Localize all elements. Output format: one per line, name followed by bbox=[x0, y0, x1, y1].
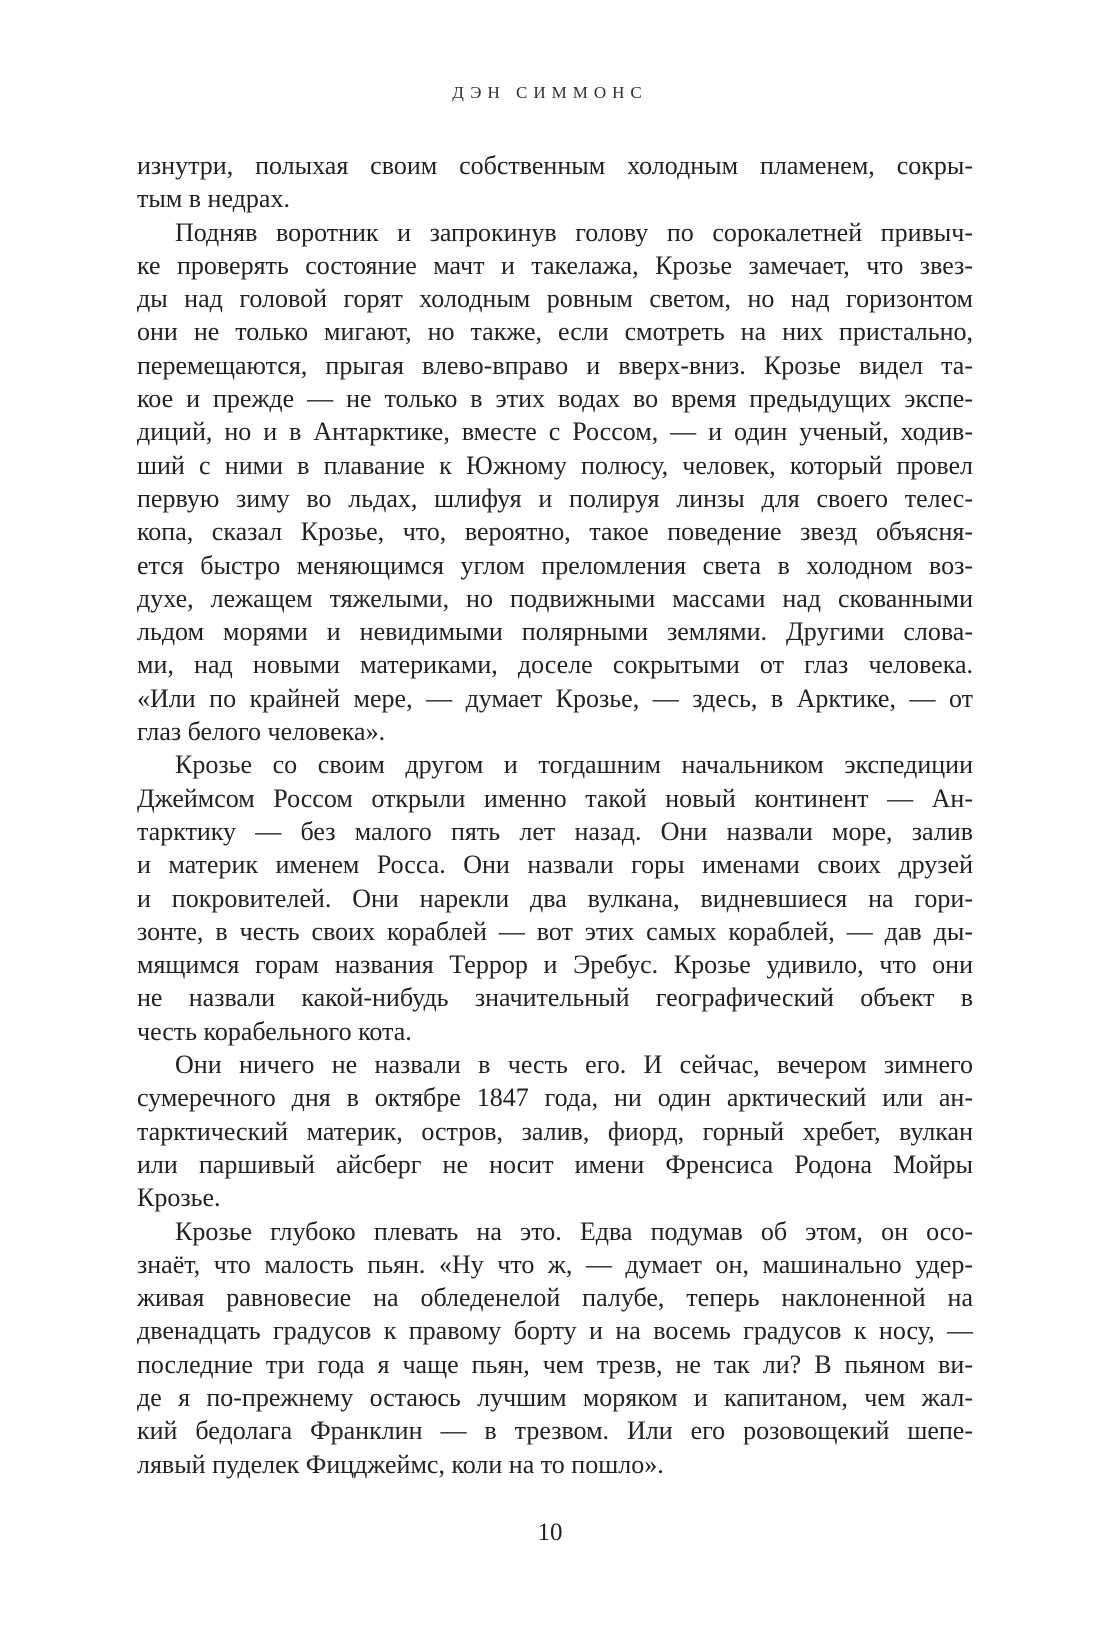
text-line: копа, сказал Крозье, что, вероятно, такое поведение звезд объясня- bbox=[137, 517, 973, 547]
text-line: тарктику — без малого пять лет назад. Они назвали море, залив bbox=[137, 816, 973, 846]
text-line: и покровителей. Они нарекли два вулкана, видневшиеся на гори- bbox=[137, 883, 973, 913]
text-line: духе, лежащем тяжелыми, но подвижными массами над скованными bbox=[137, 583, 973, 613]
text-line: Крозье глубоко плевать на это. Едва подумав об этом, он осо- bbox=[175, 1216, 973, 1246]
text-line: и материк именем Росса. Они назвали горы именами своих друзей bbox=[137, 850, 973, 880]
text-line: Подняв воротник и запрокинув голову по сорокалетней привыч- bbox=[175, 217, 973, 247]
text-line: мящимся горам названия Террор и Эребус. Крозье удивило, что они bbox=[137, 950, 973, 980]
text-line: «Или по крайней мере, — думает Крозье, — здесь, в Арктике, — от bbox=[137, 683, 973, 713]
text-line: последние три года я чаще пьян, чем трезв, не так ли? В пьяном ви- bbox=[137, 1349, 973, 1379]
text-line: или паршивый айсберг не носит имени Френсиса Родона Мойры bbox=[137, 1149, 973, 1179]
running-header: ДЭН СИММОНС bbox=[452, 83, 648, 102]
text-line: ми, над новыми материками, доселе сокрытыми от глаз человека. bbox=[137, 650, 973, 680]
text-line: не назвали какой-нибудь значительный географический объект в bbox=[137, 983, 973, 1013]
text-line: двенадцать градусов к правому борту и на восемь градусов к носу, — bbox=[137, 1316, 973, 1346]
text-line: ший с ними в плавание к Южному полюсу, человек, который провел bbox=[137, 450, 973, 480]
text-line: живая равновесие на обледенелой палубе, теперь наклоненной на bbox=[137, 1283, 973, 1313]
text-line: тарктический материк, остров, залив, фиорд, горный хребет, вулкан bbox=[137, 1116, 973, 1146]
text-line: ке проверять состояние мачт и такелажа, Крозье замечает, что звез- bbox=[137, 250, 973, 280]
text-line: диций, но и в Антарктике, вместе с Россом, — и один ученый, ходив- bbox=[137, 417, 973, 447]
text-line: знаёт, что малость пьян. «Ну что ж, — думает он, машинально удер- bbox=[137, 1249, 973, 1279]
page-text bbox=[137, 149, 973, 1481]
text-line: изнутри, полыхая своим собственным холодным пламенем, сокры- bbox=[137, 151, 973, 180]
text-line: Они ничего не назвали в честь его. И сейчас, вечером зимнего bbox=[175, 1050, 973, 1080]
text-line: зонте, в честь своих кораблей — вот этих самых кораблей, — дав ды- bbox=[137, 916, 973, 946]
text-line: перемещаются, прыгая влево-вправо и вверх-вниз. Крозье видел та- bbox=[137, 350, 973, 380]
text-line: глаз белого человека». bbox=[137, 717, 386, 747]
text-line: лявый пуделек Фицджеймс, коли на то пошло». bbox=[137, 1449, 664, 1479]
text-line: первую зиму во льдах, шлифуя и полируя линзы для своего телес- bbox=[137, 483, 973, 513]
text-line: честь корабельного кота. bbox=[137, 1016, 412, 1046]
text-line: Джеймсом Россом открыли именно такой новый континент — Ан- bbox=[137, 783, 973, 813]
text-line: Крозье. bbox=[137, 1183, 221, 1213]
text-line: льдом морями и невидимыми полярными землями. Другими слова- bbox=[137, 617, 973, 647]
text-line: кий бедолага Франклин — в трезвом. Или его розовощекий шепе- bbox=[137, 1416, 973, 1446]
text-line: ется быстро меняющимся углом преломления света в холодном воз- bbox=[137, 550, 973, 580]
text-line: сумеречного дня в октябре 1847 года, ни один арктический или ан- bbox=[137, 1083, 973, 1113]
text-line: они не только мигают, но также, если смотреть на них пристально, bbox=[137, 317, 973, 347]
text-line: кое и прежде — не только в этих водах во время предыдущих экспе- bbox=[137, 384, 973, 414]
text-line: де я по-прежнему остаюсь лучшим моряком и капитаном, чем жал- bbox=[137, 1382, 973, 1412]
page-number: 10 bbox=[537, 1519, 563, 1546]
text-line: ды над головой горят холодным ровным светом, но над горизонтом bbox=[137, 284, 973, 314]
text-line: тым в недрах. bbox=[137, 184, 290, 214]
text-line: Крозье со своим другом и тогдашним начальником экспедиции bbox=[175, 750, 973, 780]
